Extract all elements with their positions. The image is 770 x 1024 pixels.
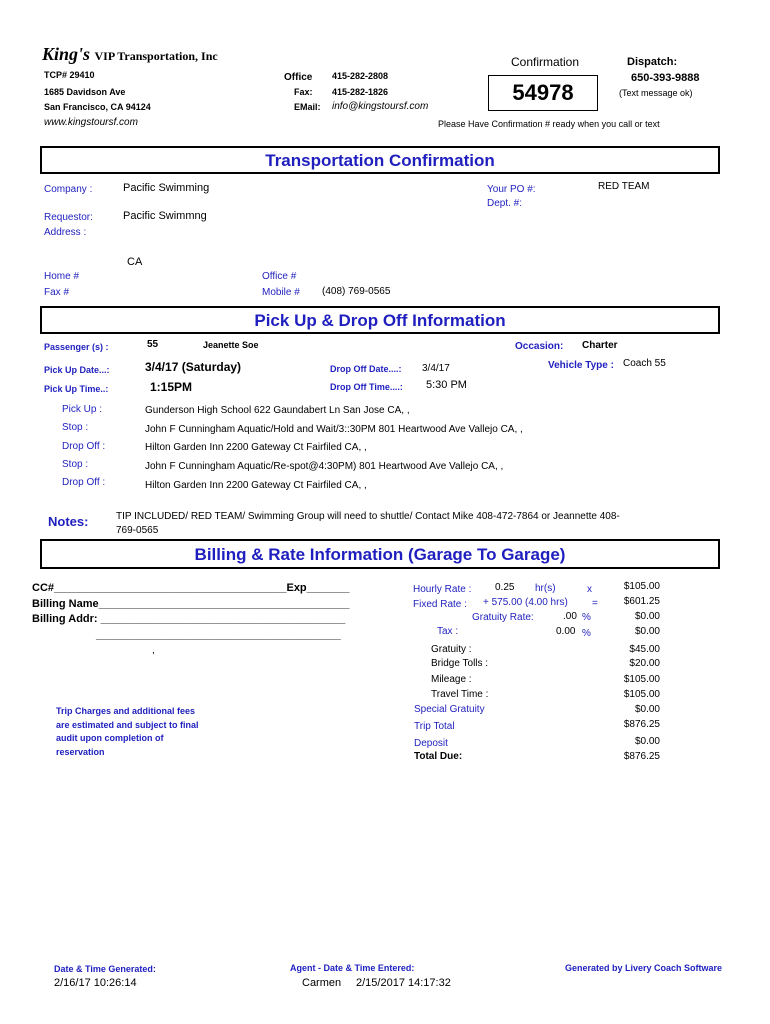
amount-deposit: $0.00: [634, 736, 660, 747]
stop-address: Gunderson High School 622 Gaundabert Ln San Jose CA, ,: [145, 405, 410, 416]
transport-title: Transportation Confirmation: [265, 151, 495, 170]
amount-gratuity-rate: $0.00: [634, 611, 660, 622]
amount-special: $0.00: [634, 704, 660, 715]
po-label: Your PO #:: [487, 184, 536, 195]
pickup-title: Pick Up & Drop Off Information: [254, 311, 506, 330]
dispatch-note: (Text message ok): [619, 88, 693, 98]
cc-line[interactable]: CC#______________________________________Exp_______: [32, 582, 350, 594]
transport-section-header: [40, 146, 720, 174]
tax-pct: %: [582, 628, 591, 639]
state-value: CA: [127, 256, 143, 268]
stop-address: Hilton Garden Inn 2200 Gateway Ct Fairfiled CA, ,: [145, 442, 367, 453]
amount-gratuity: $45.00: [629, 644, 660, 655]
company-website[interactable]: www.kingstoursf.com: [44, 117, 138, 128]
stop-label: Stop :: [62, 422, 89, 433]
fixed-rate-label: Fixed Rate :: [413, 599, 467, 610]
bridge-tolls-label: Bridge Tolls :: [431, 658, 489, 669]
pickup-time: 1:15PM: [150, 380, 193, 394]
agent-datetime: 2/15/2017 14:17:32: [356, 977, 451, 989]
equals-sign: =: [592, 598, 598, 609]
stop-label: Drop Off :: [62, 441, 106, 452]
company-address1: 1685 Davidson Ave: [44, 87, 126, 97]
mobile-value: (408) 769-0565: [322, 286, 391, 297]
amount-total-due: $876.25: [623, 751, 660, 762]
occasion-value: Charter: [582, 340, 618, 351]
office-label: Office: [284, 72, 313, 83]
tcp-number: TCP# 29410: [44, 70, 95, 80]
vehicle-label: Vehicle Type :: [548, 360, 614, 371]
vehicle-value: Coach 55: [623, 358, 666, 369]
home-label: Home #: [44, 271, 80, 282]
billing-section-header: [40, 539, 720, 569]
fax-number: 415-282-1826: [332, 87, 389, 97]
gratuity-rate-label: Gratuity Rate:: [472, 612, 534, 623]
tax-label: Tax :: [437, 626, 459, 637]
tax-rate-value: 0.00: [556, 626, 576, 637]
pickup-time-label: Pick Up Time..:: [44, 384, 109, 394]
logo-sub: VIP Transportation, Inc: [94, 49, 218, 63]
stop-label: Drop Off :: [62, 477, 106, 488]
mileage-label: Mileage :: [431, 674, 472, 685]
stop-label: Stop :: [62, 459, 89, 470]
passenger-count: 55: [147, 339, 159, 350]
amount-fixed: $601.25: [623, 596, 660, 607]
company-logo: [42, 44, 218, 65]
trip-disclaimer: Trip Charges and additional fees are estimated and subject to final audit upon completion of reservation: [56, 706, 199, 757]
fax-label: Fax:: [294, 87, 313, 97]
billing-comma: ,: [152, 645, 155, 656]
notes-label: Notes:: [48, 514, 89, 529]
company-label: Company :: [44, 184, 93, 195]
stop-address: Hilton Garden Inn 2200 Gateway Ct Fairfiled CA, ,: [145, 480, 367, 491]
generated-label: Date & Time Generated:: [54, 964, 156, 974]
deposit-label: Deposit: [414, 738, 448, 749]
passenger-name: Jeanette Soe: [203, 340, 259, 350]
billing-name-line[interactable]: Billing Name_________________________________________: [32, 598, 350, 610]
amount-mileage: $105.00: [623, 674, 660, 685]
amount-trip-total: $876.25: [623, 719, 660, 730]
dispatch-phone: 650-393-9888: [631, 72, 700, 84]
gratuity-rate-value: .00: [563, 611, 577, 622]
dispatch-label: Dispatch:: [627, 56, 678, 68]
fax-field-label: Fax #: [44, 287, 70, 298]
occasion-label: Occasion:: [515, 341, 564, 352]
generated-datetime: 2/16/17 10:26:14: [54, 977, 137, 989]
hourly-rate-value: 0.25: [495, 582, 515, 593]
office-field-label: Office #: [262, 271, 297, 282]
po-value: RED TEAM: [598, 181, 650, 192]
office-phone: 415-282-2808: [332, 71, 389, 81]
mobile-label: Mobile #: [262, 287, 300, 298]
software-credit: Generated by Livery Coach Software: [565, 963, 723, 973]
confirmation-note: Please Have Confirmation # ready when you call or text: [438, 119, 660, 129]
dropoff-time: 5:30 PM: [426, 379, 467, 391]
agent-label: Agent - Date & Time Entered:: [290, 963, 415, 973]
dropoff-date: 3/4/17: [422, 363, 450, 374]
stop-label: Pick Up :: [62, 404, 103, 415]
dropoff-date-label: Drop Off Date....:: [330, 364, 402, 374]
billing-title: Billing & Rate Information (Garage To Garage): [194, 545, 566, 564]
requestor-value: Pacific Swimmng: [123, 210, 207, 222]
gratuity-rate-pct: %: [582, 612, 591, 623]
amount-bridge: $20.00: [629, 658, 660, 669]
notes-text: TIP INCLUDED/ RED TEAM/ Swimming Group will need to shuttle/ Contact Mike 408-472-7864 or Jeannette 408-769-0565: [116, 511, 620, 536]
billing-addr-line2[interactable]: ________________________________________: [96, 629, 341, 641]
dropoff-time-label: Drop Off Time....:: [330, 382, 403, 392]
confirmation-number: 54978: [488, 75, 598, 111]
dept-label: Dept. #:: [487, 198, 523, 209]
amount-hourly: $105.00: [623, 581, 660, 592]
passenger-label: Passenger (s) :: [44, 342, 109, 352]
agent-name: Carmen: [302, 977, 342, 989]
pickup-date: 3/4/17 (Saturday): [145, 360, 242, 374]
amount-travel: $105.00: [623, 689, 660, 700]
total-due-label: Total Due:: [414, 751, 463, 762]
hourly-rate-label: Hourly Rate :: [413, 584, 472, 595]
times-sign: x: [587, 584, 592, 595]
company-address2: San Francisco, CA 94124: [44, 102, 151, 112]
hours-unit: hr(s): [535, 583, 556, 594]
special-gratuity-label: Special Gratuity: [414, 704, 485, 715]
requestor-label: Requestor:: [44, 212, 93, 223]
stop-address: John F Cunningham Aquatic/Hold and Wait/3::30PM 801 Heartwood Ave Vallejo CA, ,: [145, 424, 523, 435]
trip-total-label: Trip Total: [414, 721, 455, 732]
fixed-rate-value: + 575.00 (4.00 hrs): [483, 597, 568, 608]
email-label: EMail:: [294, 102, 321, 112]
pickup-section-header: [40, 306, 720, 334]
amount-tax: $0.00: [634, 626, 660, 637]
email-address[interactable]: info@kingstoursf.com: [332, 101, 429, 112]
gratuity-label: Gratuity :: [431, 644, 472, 655]
logo-main: King's: [42, 44, 91, 64]
company-value: Pacific Swimming: [123, 182, 210, 194]
confirmation-label: Confirmation: [511, 55, 580, 69]
stop-address: John F Cunningham Aquatic/Re-spot@4:30PM) 801 Heartwood Ave Vallejo CA, ,: [145, 461, 504, 472]
pickup-date-label: Pick Up Date...:: [44, 365, 110, 375]
travel-time-label: Travel Time :: [431, 689, 489, 700]
address-label: Address :: [44, 227, 87, 238]
billing-addr-line[interactable]: Billing Addr: ________________________________________: [32, 613, 346, 625]
